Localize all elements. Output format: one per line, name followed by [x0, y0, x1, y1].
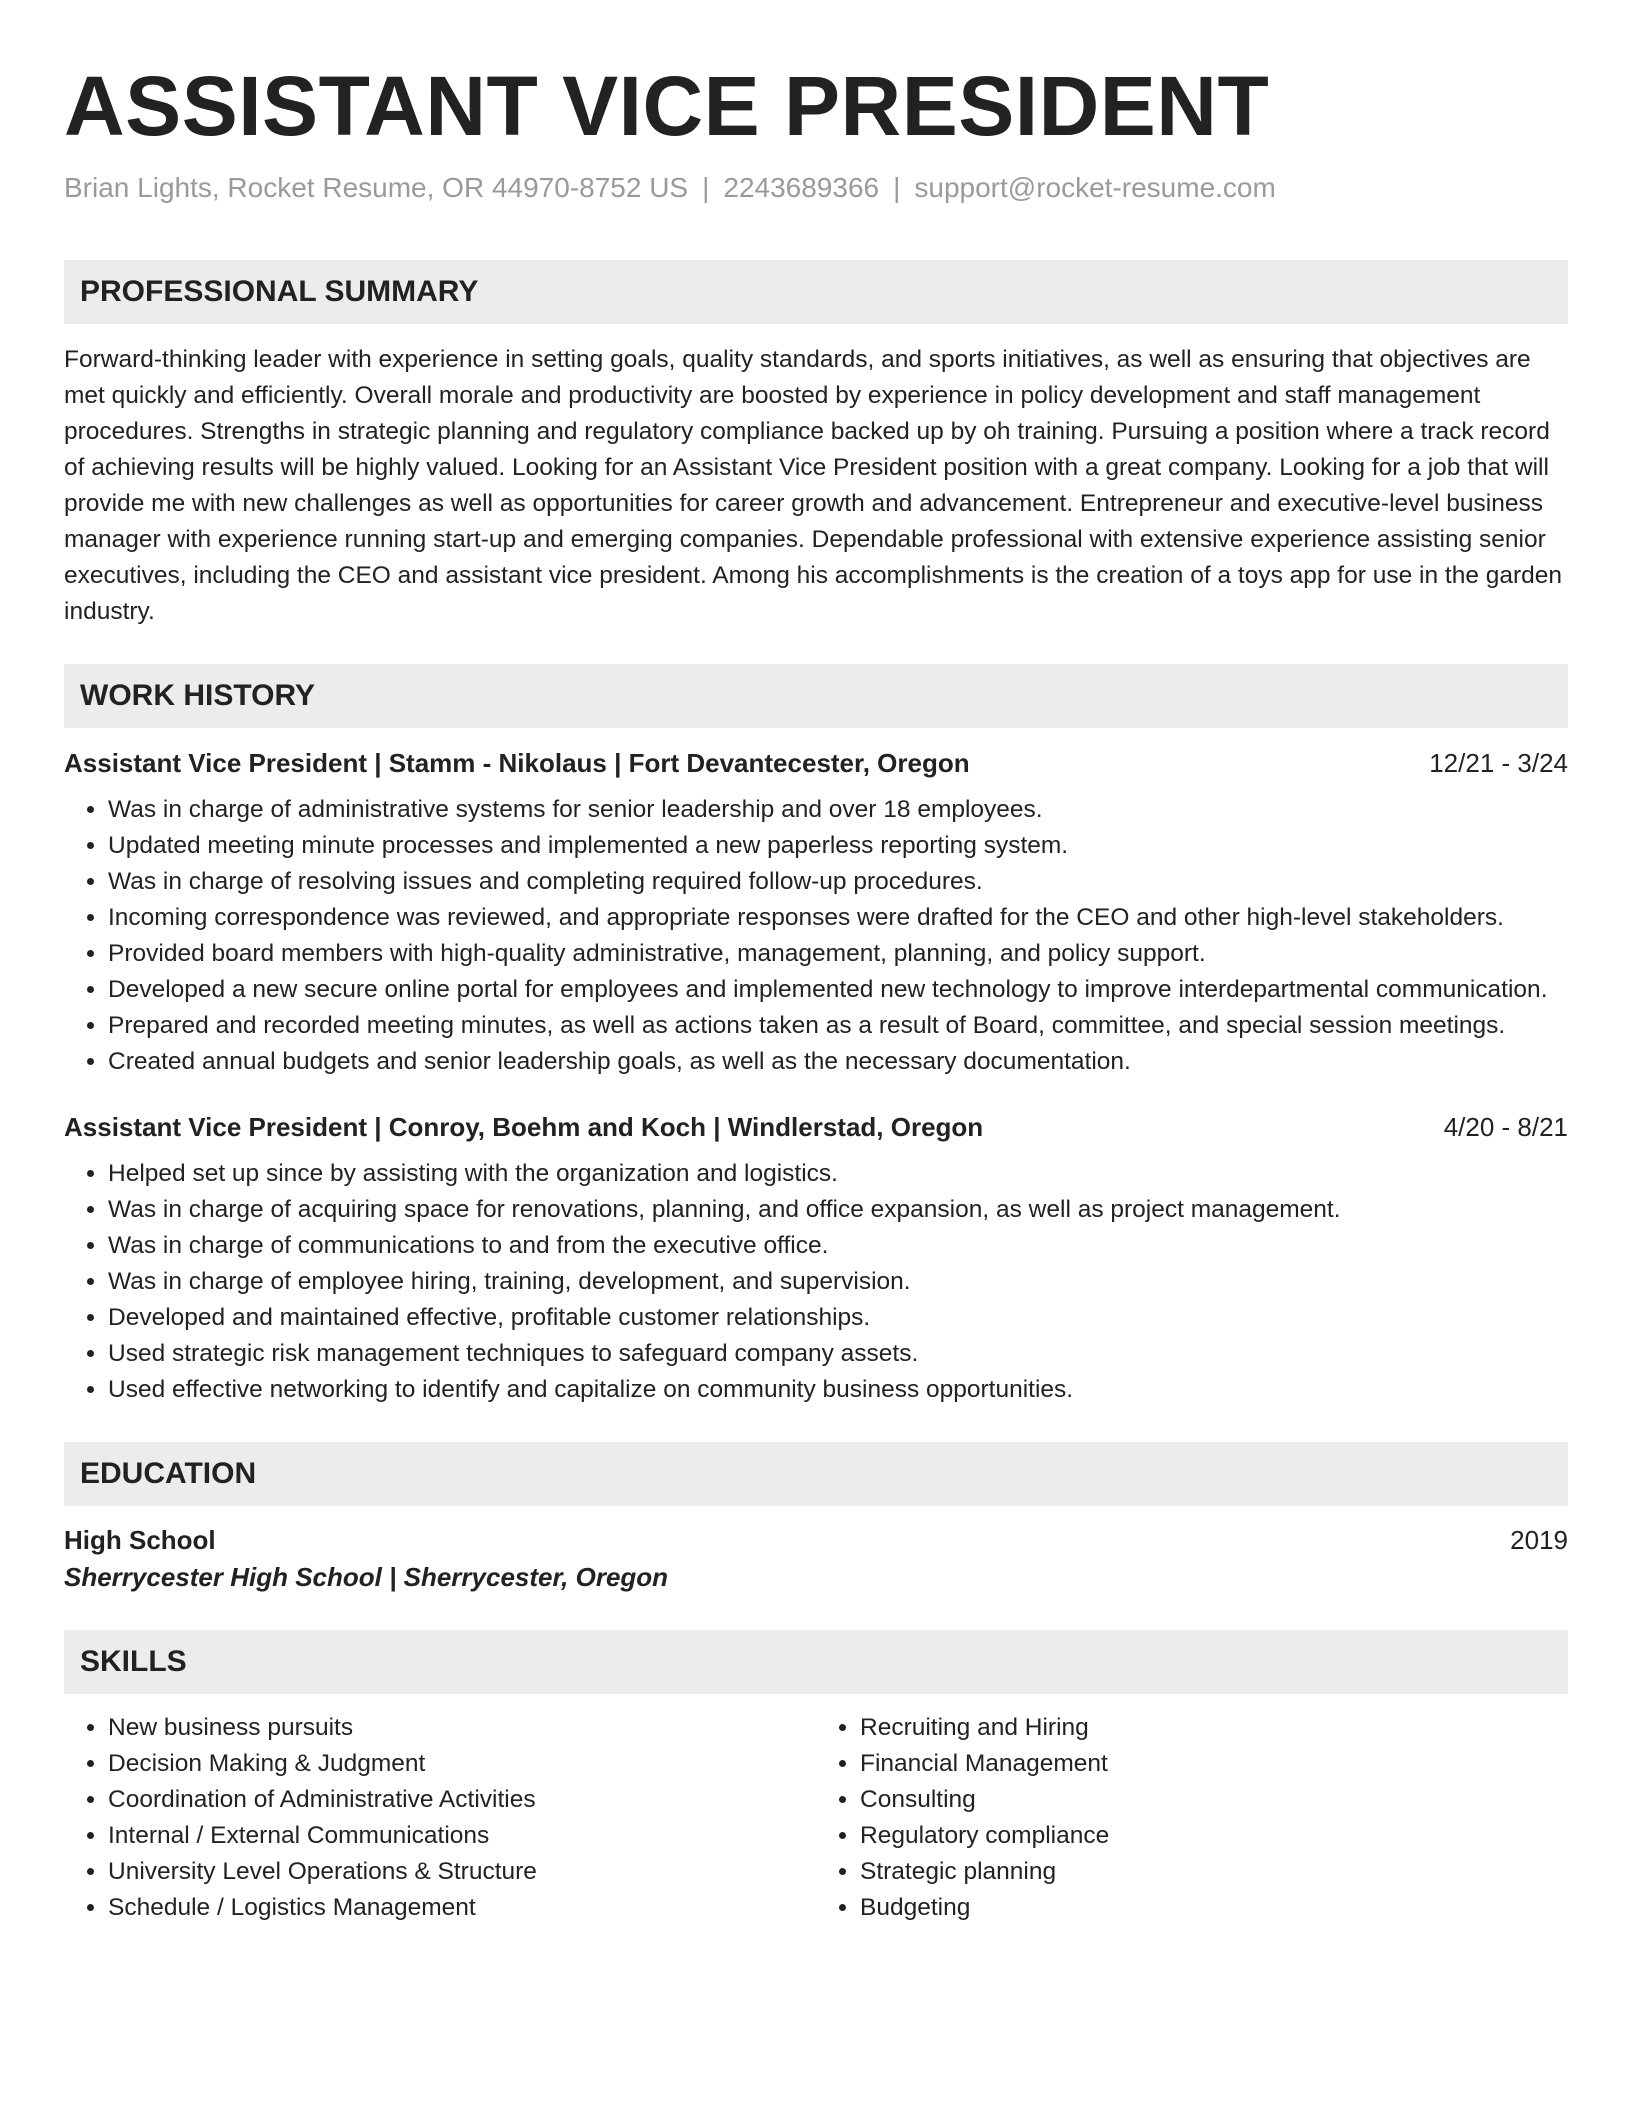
job-title: Assistant Vice President | Conroy, Boehm and Koch | Windlerstad, Oregon	[64, 1112, 984, 1143]
job-bullet: • Prepared and recorded meeting minutes, as well as actions taken as a result of Board, committee, and special session meetings.	[108, 1008, 1568, 1044]
job-bullet: • Developed a new secure online portal for employees and implemented new technology to improve interdepartmental communication.	[108, 972, 1568, 1008]
skill-item: • Regulatory compliance	[860, 1818, 1568, 1854]
skill-item: • Strategic planning	[860, 1854, 1568, 1890]
skills-column-right	[816, 1710, 1568, 1926]
job-header	[64, 746, 1568, 780]
skill-item: • New business pursuits	[108, 1710, 816, 1746]
job-bullet: • Was in charge of employee hiring, training, development, and supervision.	[108, 1264, 1568, 1300]
section-heading-education: EDUCATION	[64, 1442, 1568, 1506]
summary-text: Forward-thinking leader with experience in setting goals, quality standards, and sports initiatives, as well as ensuring that objectives are met quickly and efficiently. Overall morale and productivity are boosted by experience in policy development and staff management procedures. Strengths in strategic planning and regulatory compliance backed up by oh training. Pursuing a position where a track record of achieving results will be highly valued. Looking for an Assistant Vice President position with a great company. Looking for a job that will provide me with new challenges as well as opportunities for career growth and advancement. Entrepreneur and executive-level business manager with experience running start-up and emerging companies. Dependable professional with extensive experience assisting senior executives, including the CEO and assistant vice president. Among his accomplishments is the creation of a toys app for use in the garden industry.	[64, 346, 1563, 626]
job-bullet: • Was in charge of administrative systems for senior leadership and over 18 employees.	[108, 792, 1568, 828]
job-bullet: • Used strategic risk management techniques to safeguard company assets.	[108, 1336, 1568, 1372]
job-bullet: • Provided board members with high-quality administrative, management, planning, and policy support.	[108, 936, 1568, 972]
contact-separator: |	[702, 172, 710, 203]
job-entry	[64, 1110, 1568, 1408]
skill-item: • Internal / External Communications	[108, 1818, 816, 1854]
job-dates: 12/21 - 3/24	[1429, 748, 1568, 779]
skills-list	[64, 1710, 1568, 1926]
job-bullet: • Updated meeting minute processes and implemented a new paperless reporting system.	[108, 828, 1568, 864]
job-bullet: • Used effective networking to identify and capitalize on community business opportunities.	[108, 1372, 1568, 1408]
job-bullets	[64, 1156, 1568, 1408]
contact-phone: 2243689366	[723, 172, 880, 203]
skill-item: • Consulting	[860, 1782, 1568, 1818]
job-bullet: • Was in charge of acquiring space for renovations, planning, and office expansion, as well as project management.	[108, 1192, 1568, 1228]
section-heading-skills: SKILLS	[64, 1630, 1568, 1694]
job-entry	[64, 746, 1568, 1080]
skill-item: • Recruiting and Hiring	[860, 1710, 1568, 1746]
contact-separator: |	[893, 172, 901, 203]
job-bullets	[64, 792, 1568, 1080]
skill-item: • Financial Management	[860, 1746, 1568, 1782]
job-bullet: • Was in charge of resolving issues and completing required follow-up procedures.	[108, 864, 1568, 900]
skill-item: • Schedule / Logistics Management	[108, 1890, 816, 1926]
contact-address: Brian Lights, Rocket Resume, OR 44970-8752 US	[64, 172, 689, 203]
job-title: Assistant Vice President | Stamm - Nikolaus | Fort Devantecester, Oregon	[64, 748, 970, 779]
job-bullet: • Was in charge of communications to and from the executive office.	[108, 1228, 1568, 1264]
section-heading-summary: PROFESSIONAL SUMMARY	[64, 260, 1568, 324]
job-bullet: • Created annual budgets and senior leadership goals, as well as the necessary documentation.	[108, 1044, 1568, 1080]
job-bullet: • Incoming correspondence was reviewed, and appropriate responses were drafted for the CEO and other high-level stakeholders.	[108, 900, 1568, 936]
resume-title: ASSISTANT VICE PRESIDENT	[64, 59, 1270, 153]
education-entry	[64, 1522, 1568, 1596]
contact-line	[64, 170, 1568, 206]
skill-item: • Coordination of Administrative Activities	[108, 1782, 816, 1818]
education-year: 2019	[1510, 1525, 1568, 1556]
skills-column-left	[64, 1710, 816, 1926]
education-school: Sherrycester High School | Sherrycester, Oregon	[64, 1562, 669, 1593]
skill-item: • University Level Operations & Structure	[108, 1854, 816, 1890]
education-header	[64, 1522, 1568, 1558]
job-bullet: • Helped set up since by assisting with the organization and logistics.	[108, 1156, 1568, 1192]
skill-item: • Decision Making & Judgment	[108, 1746, 816, 1782]
education-degree: High School	[64, 1525, 216, 1556]
job-bullet: • Developed and maintained effective, profitable customer relationships.	[108, 1300, 1568, 1336]
contact-email: support@rocket-resume.com	[914, 172, 1276, 203]
job-header	[64, 1110, 1568, 1144]
section-heading-work-history: WORK HISTORY	[64, 664, 1568, 728]
job-dates: 4/20 - 8/21	[1443, 1112, 1568, 1143]
skill-item: • Budgeting	[860, 1890, 1568, 1926]
